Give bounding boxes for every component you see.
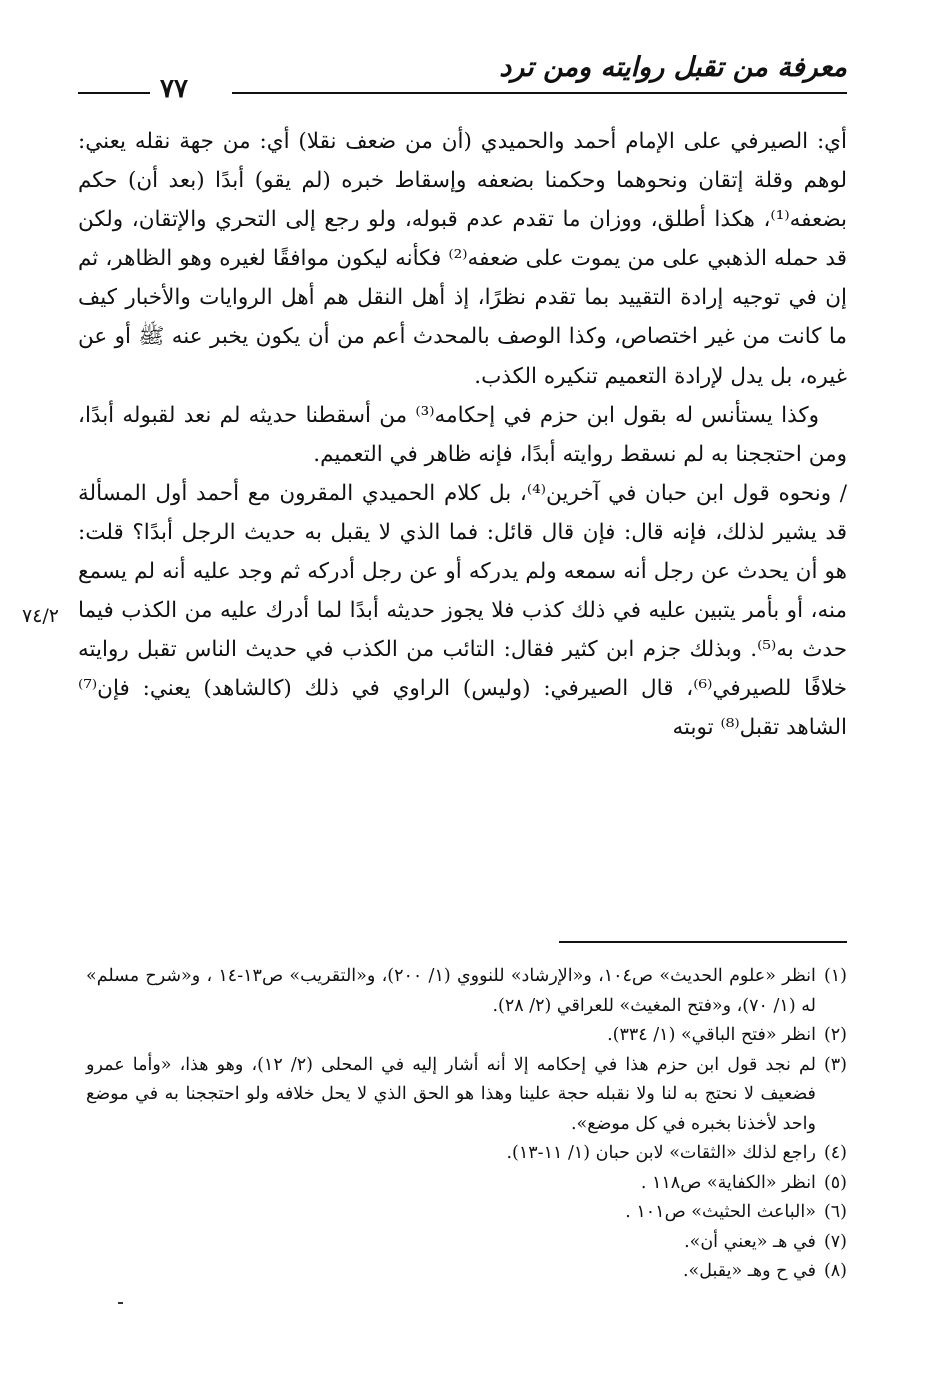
footnote-text: انظر «علوم الحديث» ص١٠٤، و«الإرشاد» للنووي (١/ ٢٠٠)، و«التقريب» ص١٣-١٤ ، و«شرح مسلم» له (١/ ٧٠)، و«فتح المغيث» للعراقي (٢/ ٢٨). <box>86 966 816 1016</box>
footnote-number: (٦) <box>823 1202 847 1222</box>
footnote-item <box>86 1139 847 1169</box>
footnotes <box>86 962 847 1287</box>
running-header-title: معرفة من تقبل روايته ومن ترد <box>499 52 847 83</box>
header-rule-short <box>78 92 150 94</box>
scan-mark <box>118 1302 123 1304</box>
footnote-text: راجع لذلك «الثقات» لابن حبان (١/ ١١-١٣). <box>506 1143 816 1163</box>
body-paragraph-2: وكذا يستأنس له بقول ابن حزم في إحكامه⁽³⁾ من أسقطنا حديثه لم نعد لقبوله أبدًا، ومن احتججنا به لم نسقط روايته أبدًا، فإنه ظاهر في التعميم. <box>78 402 847 467</box>
footnote-number: (٧) <box>823 1231 847 1252</box>
footnote-item <box>86 1051 847 1140</box>
footnote-item <box>86 1021 847 1051</box>
footnote-item <box>86 962 847 1021</box>
footnote-text: لم نجد قول ابن حزم هذا في إحكامه إلا أنه أشار إليه في المحلى (٢/ ١٢)، وهو هذا، «وأما عمرو فضعيف لا نحتج به لنا ولا نقبله حجة علينا وهذا هو الحق الذي لا يحل خلافه ولو احتججنا به في موضع واحد لأخذنا بخبره في كل موضع». <box>86 1054 816 1134</box>
footnote-text: انظر «فتح الباقي» (١/ ٣٣٤). <box>607 1025 816 1045</box>
footnote-number: (١) <box>823 966 847 986</box>
footnote-text: «الباعث الحثيث» ص١٠١ . <box>625 1202 816 1222</box>
footnote-number: (٤) <box>823 1143 847 1163</box>
body-paragraph-3: / ونحوه قول ابن حبان في آخرين⁽⁴⁾، بل كلام الحميدي المقرون مع أحمد أول المسألة قد يشير لذلك، فإنه قال: فإن قال قائل: فما الذي لا يقبل به حديث الرجل أبدًا؟ قلت: هو أن يحدث عن رجل أنه سمعه ولم يدركه أو عن رجل أدركه ثم وجد عليه أنه لم يسمع منه، أو بأمر يتبين عليه في ذلك كذب فلا يجوز حديثه أبدًا لما أدرك عليه من الكذب فيما حدث به⁽⁵⁾. وبذلك جزم ابن كثير فقال: التائب من الكذب في حديث الناس تقبل روايته خلافًا للصيرفي⁽⁶⁾، قال الصيرفي: (وليس) الراوي في ذلك (كالشاهد) يعني: فإن⁽⁷⁾ الشاهد تقبل⁽⁸⁾ توبته <box>78 480 847 741</box>
page-number: ٧٧ <box>160 74 188 104</box>
body-paragraph-1: أي: الصيرفي على الإمام أحمد والحميدي (أن من ضعف نقلا) أي: من جهة نقله يعني: لوهم وقلة إتقان ونحوهما وحكمنا بضعفه وإسقاط خبره (لم يقو) أبدًا (بعد أن) حكم بضعفه⁽¹⁾، هكذا أطلق، ووزان ما تقدم عدم قبوله، ولو رجع إلى التحري والإتقان، ولكن قد حمله الذهبي على من يموت على ضعفه⁽²⁾ فكأنه ليكون موافقًا لغيره وهو الظاهر، ثم إن في توجيه إرادة التقييد بما تقدم نظرًا، إذ أهل النقل هم أهل الروايات والأخبار كيف ما كانت من غير اختصاص، وكذا الوصف بالمحدث أعم من أن يكون يخبر عنه ﷺ أو عن غيره، بل يدل لإرادة التعميم تنكيره الكذب. <box>78 129 847 389</box>
footnote-item <box>86 1198 847 1228</box>
footnote-number: (٥) <box>823 1172 847 1193</box>
footnote-number: (٨) <box>823 1261 847 1281</box>
footnote-item <box>86 1257 847 1287</box>
footnote-item <box>86 1169 847 1199</box>
header-rule <box>232 92 847 94</box>
footnote-item <box>86 1228 847 1258</box>
main-text <box>78 122 847 748</box>
footnote-number: (٢) <box>823 1025 847 1045</box>
margin-page-reference: ٧٤/٢ <box>22 605 60 627</box>
footnote-number: (٣) <box>823 1054 847 1075</box>
footnote-text: انظر «الكفاية» ص١١٨ . <box>640 1172 816 1193</box>
footnote-text: في هـ «يعني أن». <box>684 1231 816 1252</box>
footnote-text: في ح وهـ «يقبل». <box>682 1261 816 1281</box>
footnote-separator <box>559 941 847 943</box>
